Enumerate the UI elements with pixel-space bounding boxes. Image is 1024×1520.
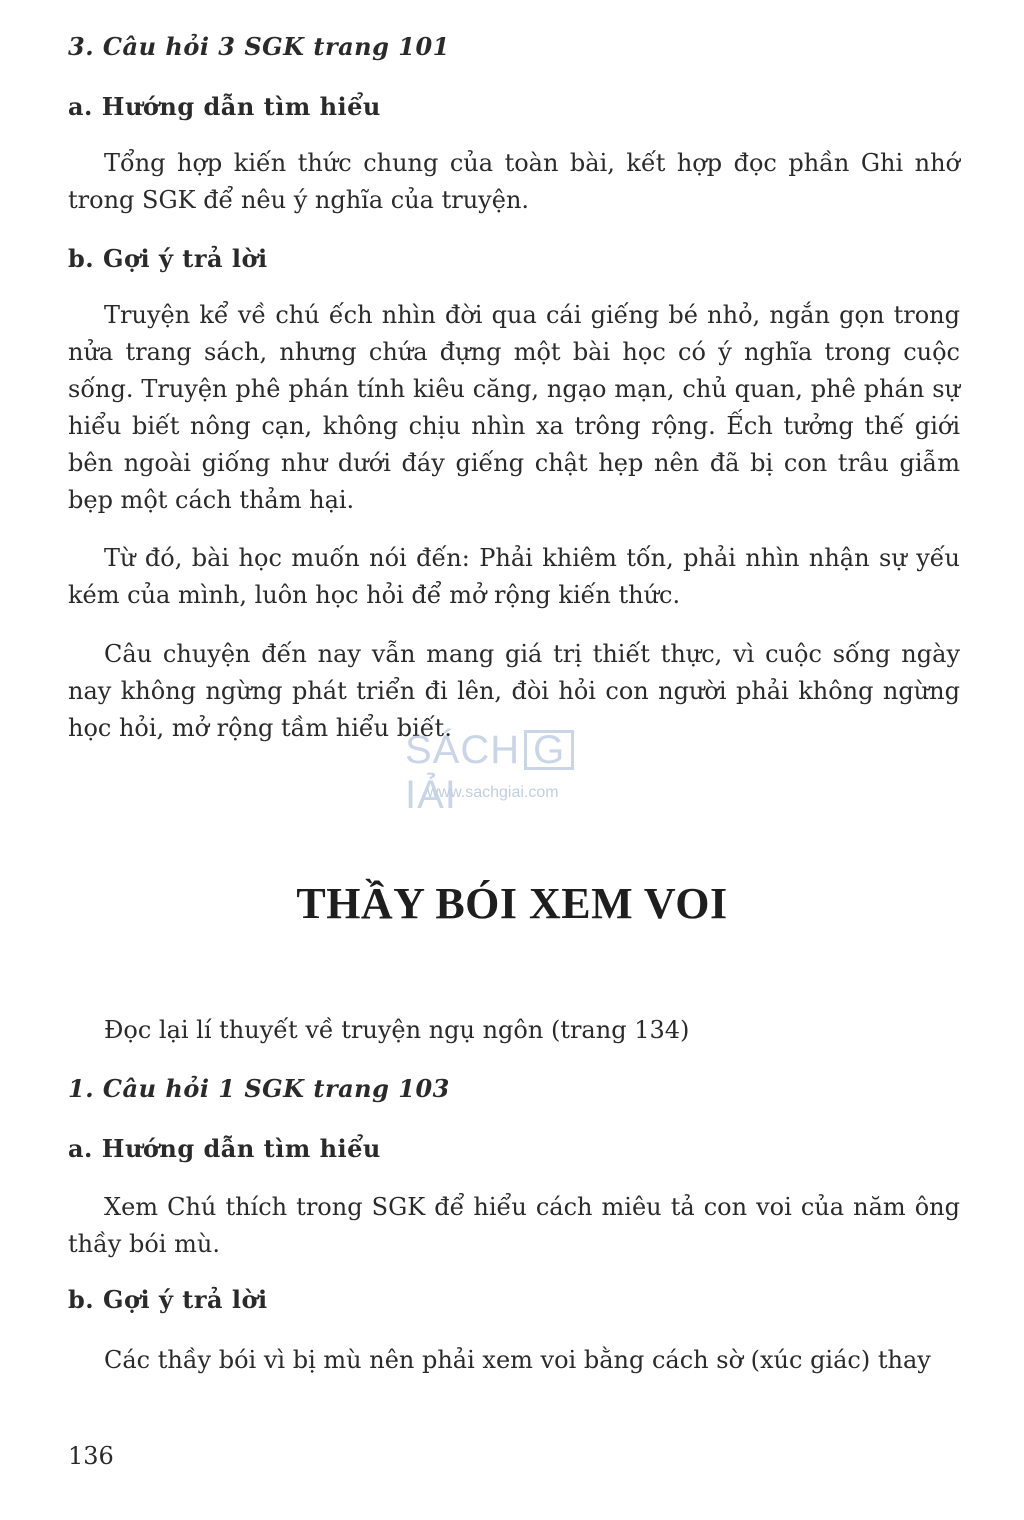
watermark xyxy=(405,720,620,817)
answer-paragraph: Câu chuyện đến nay vẫn mang giá trị thiết thực, vì cuộc sống ngày nay không ngừng phát triển đi lên, đòi hỏi con người phải không ngừng học hỏi, mở rộng tầm hiểu biết. xyxy=(68,640,960,742)
answer-heading: b. Gợi ý trả lời xyxy=(68,1285,268,1314)
guide-paragraph: Tổng hợp kiến thức chung của toàn bài, kết hợp đọc phần Ghi nhớ trong SGK để nêu ý nghĩa của truyện. xyxy=(68,149,960,214)
lesson-title: THẦY BÓI XEM VOI xyxy=(296,879,728,928)
guide-heading: a. Hướng dẫn tìm hiểu xyxy=(68,92,381,121)
answer-paragraph: Từ đó, bài học muốn nói đến: Phải khiêm tốn, phải nhìn nhận sự yếu kém của mình, luôn học hỏi để mở rộng kiến thức. xyxy=(68,544,960,609)
watermark-url: www.sachgiai.com xyxy=(427,784,559,801)
answer-paragraph: Các thầy bói vì bị mù nên phải xem voi bằng cách sờ (xúc giác) thay xyxy=(104,1346,931,1374)
answer-paragraph: Truyện kể về chú ếch nhìn đời qua cái giếng bé nhỏ, ngắn gọn trong nửa trang sách, nhưng chứa đựng một bài học có ý nghĩa trong cuộc sống. Truyện phê phán tính kiêu căng, ngạo mạn, chủ quan, phê phán sự hiểu biết nông cạn, không chịu nhìn xa trông rộng. Ếch tưởng thế giới bên ngoài giống như dưới đáy giếng chật hẹp nên đã bị con trâu giẫm bẹp một cách thảm hại. xyxy=(68,301,960,514)
watermark-logo: SÁCH GIẢI xyxy=(405,728,620,818)
question-heading: 1. Câu hỏi 1 SGK trang 103 xyxy=(68,1074,450,1103)
guide-heading: a. Hướng dẫn tìm hiểu xyxy=(68,1134,381,1163)
intro-paragraph: Đọc lại lí thuyết về truyện ngụ ngôn (trang 134) xyxy=(104,1016,690,1044)
guide-paragraph: Xem Chú thích trong SGK để hiểu cách miêu tả con voi của năm ông thầy bói mù. xyxy=(68,1193,960,1258)
question-heading: 3. Câu hỏi 3 SGK trang 101 xyxy=(68,32,450,61)
page-number: 136 xyxy=(68,1442,114,1470)
answer-heading: b. Gợi ý trả lời xyxy=(68,244,268,273)
